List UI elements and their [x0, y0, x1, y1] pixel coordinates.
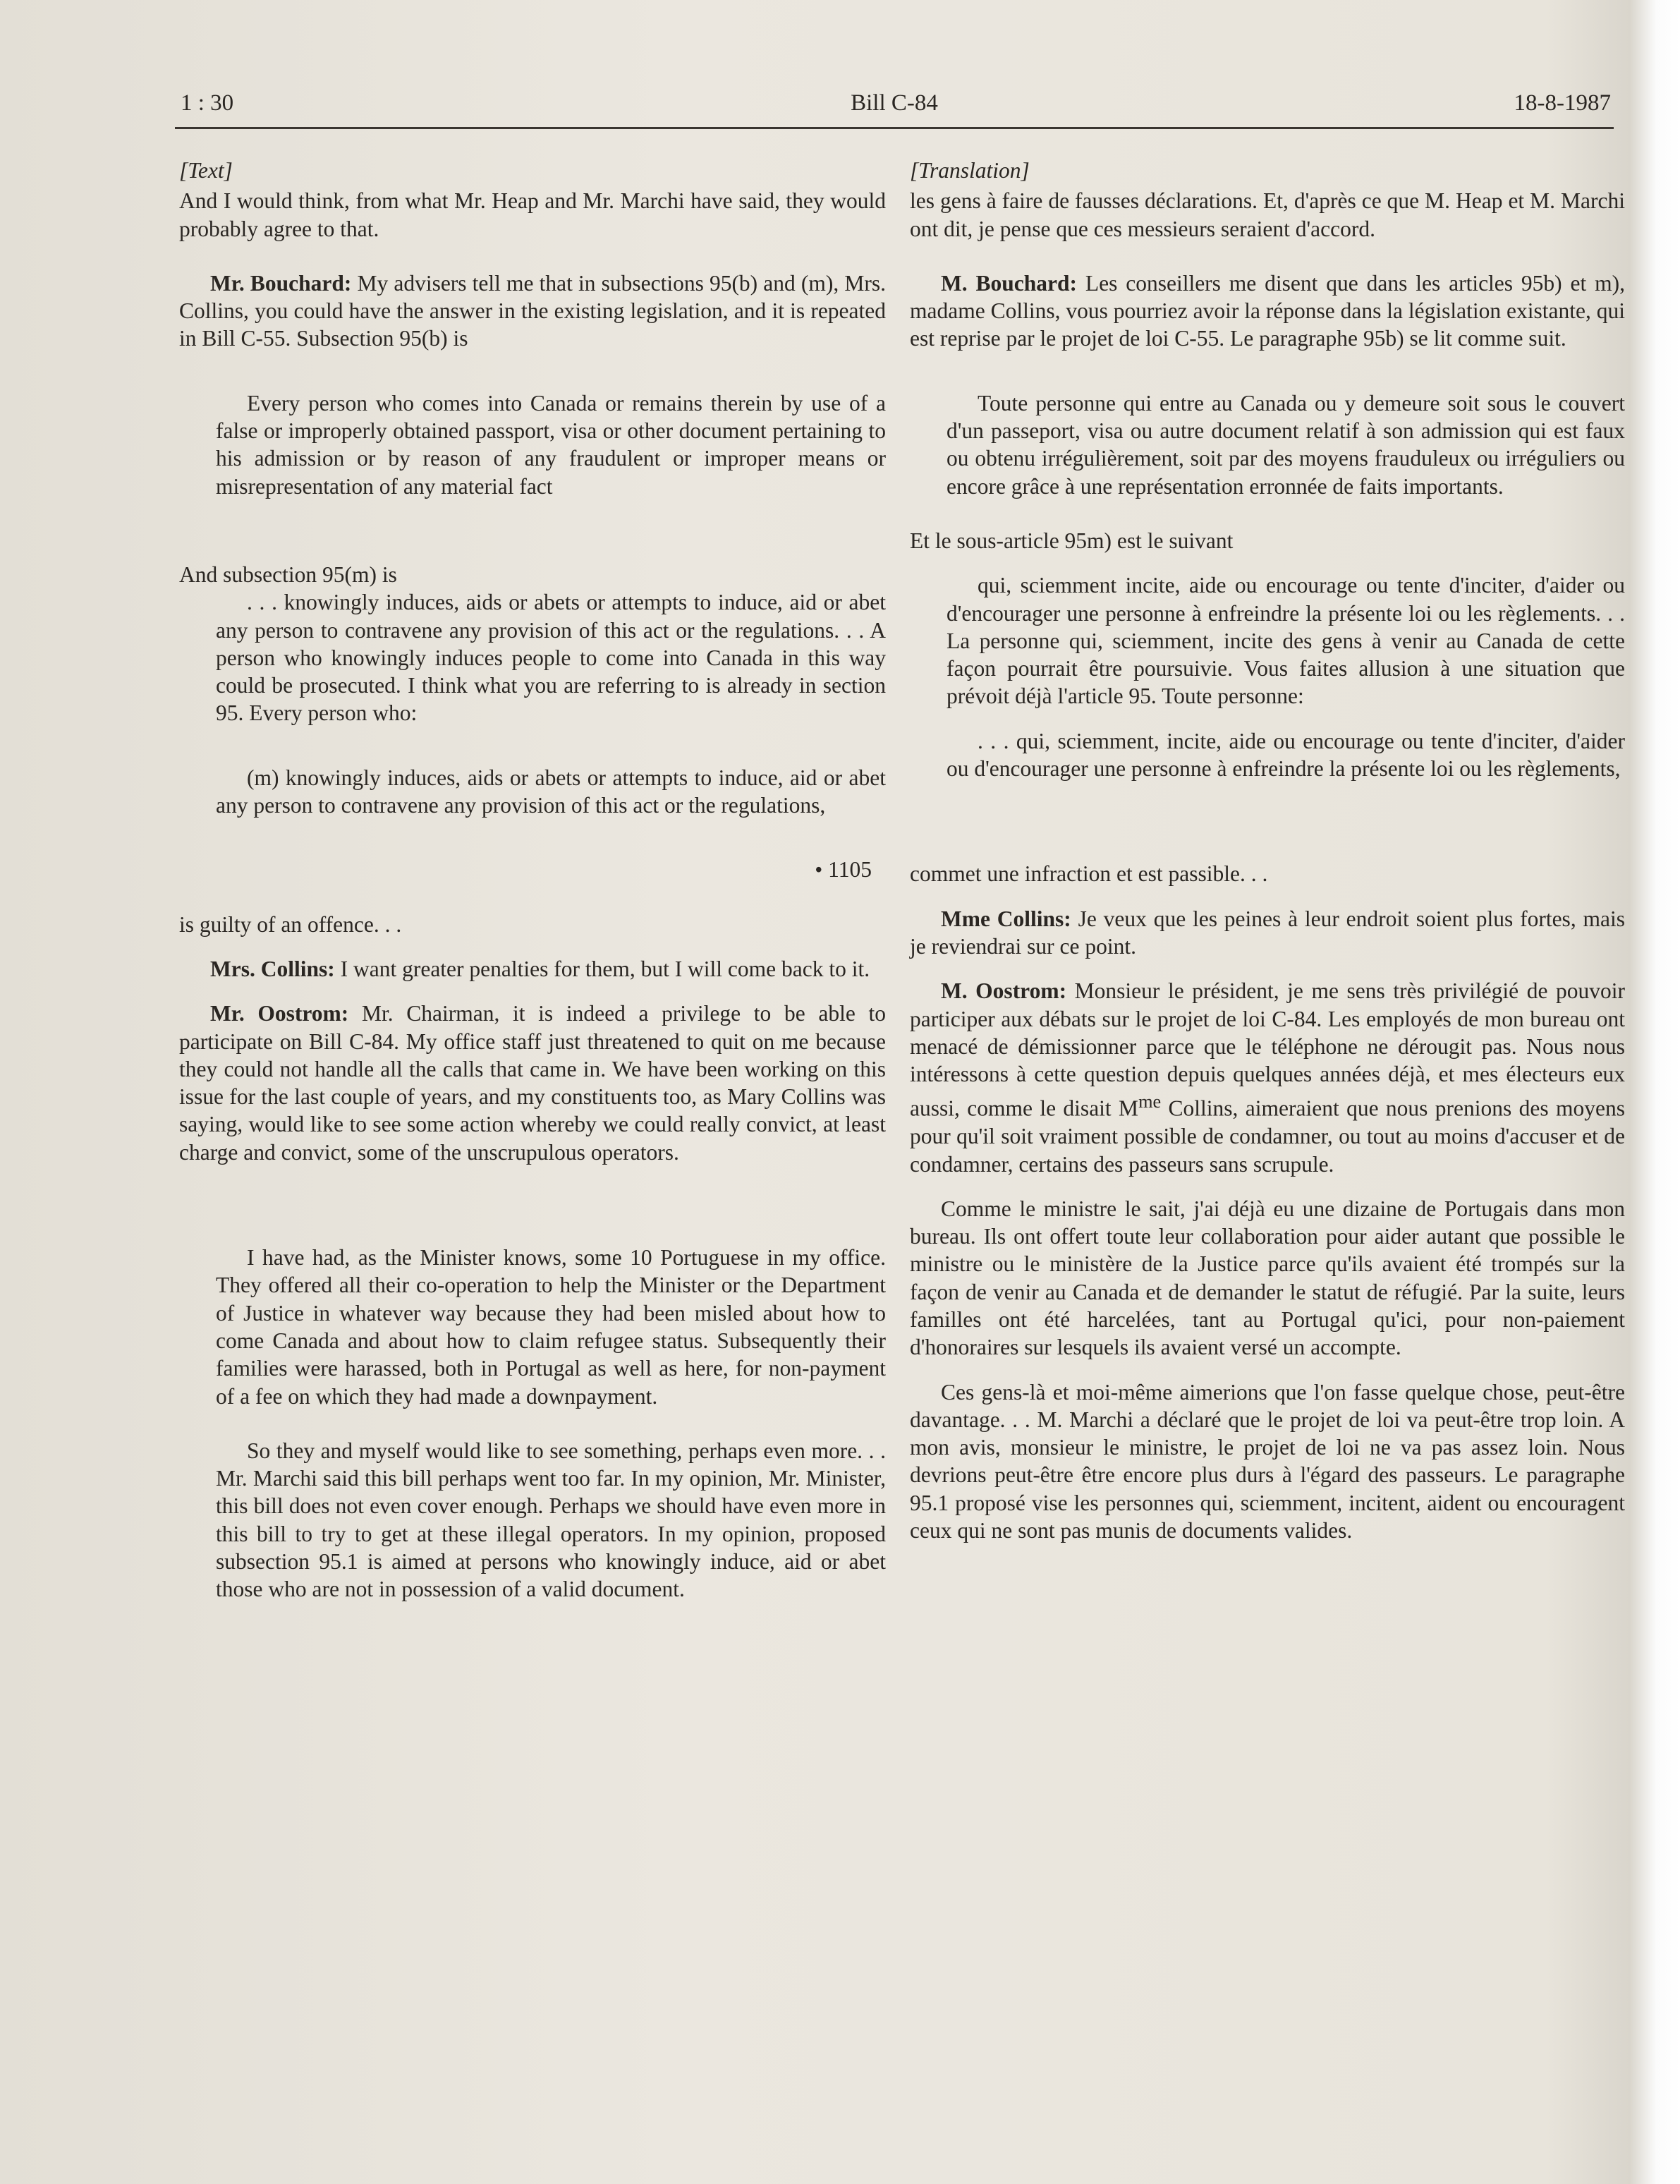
page-header [175, 83, 1614, 129]
speaker-name: Mme Collins: [941, 906, 1071, 931]
paragraph: commet une infraction et est passible. . . [910, 861, 1268, 887]
speaker-paragraph [910, 269, 1625, 353]
speech-text: Mr. Chairman, it is indeed a privilege to be able to participate on Bill C-84. My office staff just threatened to quit on me because they could not handle all the calls that came in. We have been working on this issue for the last couple of years, and my constituents too, as Mary Collins was saying, would like to see some action whereby we could really convict, at least charge and convict, some of the unscrupulous operators. [179, 1001, 886, 1165]
paragraph: I have had, as the Minister knows, some 10 Portuguese in my office. They offered all their co-operation to help the Minister or the Department of Justice in whatever way because they had been misled about how to come Canada and about how to claim refugee status. Subsequently their families were harassed, both in Portugal as well as here, for non-payment of a fee on which they had made a downpayment. [216, 1245, 886, 1409]
page-number: 1 : 30 [181, 90, 234, 116]
speech-text: Les conseillers me disent que dans les articles 95b) et m), madame Collins, vous pourriez avoir la réponse dans la législation existante, qui est reprise par le projet de loi C-55. Le paragraphe 95b) se lit comme suit. [910, 270, 1625, 351]
speech-text: I want greater penalties for them, but I will come back to it. [334, 956, 870, 981]
paragraph: Ces gens-là et moi-même aimerions que l'on fasse quelque chose, peut-être davantage. . . M. Marchi a déclaré que le projet de loi va peut-être trop loin. A mon avis, monsieur le ministre, le projet de loi ne va pas assez loin. Nous devrions peut-être être encore plus durs à l'égard des passeurs. Le paragraphe 95.1 proposé vise les personnes qui, sciemment, incitent, aident ou encouragent ceux qui ne sont pas munis de documents valides. [910, 1379, 1625, 1543]
quotation: Every person who comes into Canada or remains therein by use of a false or improperly obtained passport, visa or other document pertaining to his admission or by reason of any fraudulent or improper means or misrepresentation of any material fact [216, 390, 886, 499]
speaker-paragraph [910, 905, 1625, 961]
paragraph: les gens à faire de fausses déclarations. Et, d'après ce que M. Heap et M. Marchi ont dit, je pense que ces messieurs seraient d'accord. [910, 188, 1625, 241]
paragraph: Et le sous-article 95m) est le suivant [910, 528, 1234, 553]
speech-text: Je veux que les peines à leur endroit soient plus fortes, mais je reviendrai sur ce point. [910, 906, 1625, 959]
superscript: me [1138, 1091, 1162, 1112]
quotation: (m) knowingly induces, aids or abets or attempts to induce, aid or abet any person to contravene any provision of this act or the regulations, [216, 765, 886, 818]
speech-text: Monsieur le président, je me sens très privilégié de pouvoir participer aux débats sur le projet de loi C-84. Les employés de mon bureau ont menacé de démissionner parce que le téléphone ne dérougit pas. Nous nous intéressons à cette question depuis quelques années déjà, et mes électeurs eux aussi, comme le disait M [910, 978, 1625, 1121]
speech-text: My advisers tell me that in subsections 95(b) and (m), Mrs. Collins, you could have the answer in the existing legislation, and it is repeated in Bill C-55. Subsection 95(b) is [179, 270, 886, 351]
quotation: . . . qui, sciemment, incite, aide ou encourage ou tente d'inciter, d'aider ou d'encourager une personne à enfreindre la présente loi ou les règlements, [946, 728, 1625, 782]
paragraph: Comme le ministre le sait, j'ai déjà eu une dizaine de Portugais dans mon bureau. Ils ont offert toute leur collaboration pour aider autant que possible le ministre ou le ministère de la Justice parce qu'ils avaient été trompés sur la façon de venir au Canada et de demander le statut de réfugié. Par la suite, leurs familles ont été harcelées, tant au Portugal qu'ici, pour non-paiement d'honoraires sur lesquels ils avaient versé un accompte. [910, 1196, 1625, 1360]
speaker-paragraph [910, 977, 1625, 1178]
page-date: 18-8-1987 [1514, 90, 1611, 116]
english-column [179, 157, 886, 1603]
quotation: qui, sciemment incite, aide ou encourage ou tente d'inciter, d'aider ou d'encourager une personne à enfreindre la présente loi ou les règlements. . . La personne qui, sciemment, incite des gens à venir au Canada de cette façon pourrait être poursuivie. Vous faites allusion à une situation que prévoit déjà l'article 95. Toute personne: [946, 573, 1625, 709]
speaker-name: Mr. Oostrom: [210, 1001, 349, 1026]
paragraph: So they and myself would like to see something, perhaps even more. . . Mr. Marchi said this bill perhaps went too far. In my opinion, Mr. Minister, this bill does not even cover enough. Perhaps we should have even more in this bill to try to get at these illegal operators. In my opinion, proposed subsection 95.1 is aimed at persons who knowingly induce, aid or abet those who are not in possession of a valid document. [216, 1438, 886, 1602]
paragraph: is guilty of an offence. . . [179, 911, 402, 937]
speaker-paragraph [179, 1000, 886, 1166]
translation-label: [Translation] [910, 158, 1030, 183]
paragraph: And I would think, from what Mr. Heap and Mr. Marchi have said, they would probably agree to that. [179, 188, 886, 241]
speaker-name: M. Bouchard: [941, 270, 1077, 296]
text-label: [Text] [179, 158, 233, 183]
speech-text: Collins, aimeraient que nous prenions des moyens pour qu'il soit vraiment possible de condamner, ou tout au moins d'accuser et de condamner, certains des passeurs sans scrupule. [910, 1096, 1625, 1177]
bill-title: Bill C-84 [851, 90, 938, 116]
speaker-paragraph [179, 269, 886, 353]
speaker-name: Mr. Bouchard: [210, 270, 352, 296]
speaker-paragraph [179, 955, 886, 983]
speaker-name: Mrs. Collins: [210, 956, 335, 981]
quotation: . . . knowingly induces, aids or abets or attempts to induce, aid or abet any person to contravene any provision of this act or the regulations. . . A person who knowingly induces people to come into Canada in this way could be prosecuted. I think what you are referring to is already in section 95. Every person who: [216, 590, 886, 726]
french-column [910, 157, 1625, 1544]
speaker-name: M. Oostrom: [941, 978, 1067, 1004]
paragraph: And subsection 95(m) is [179, 562, 397, 587]
quotation: Toute personne qui entre au Canada ou y demeure soit sous le couvert d'un passeport, visa ou autre document relatif à son admission qui est faux ou obtenu irrégulièrement, soit par des moyens frauduleux ou irréguliers ou encore grâce à une représentation erronnée de faits importants. [946, 390, 1625, 499]
time-marker: • 1105 [815, 857, 872, 882]
